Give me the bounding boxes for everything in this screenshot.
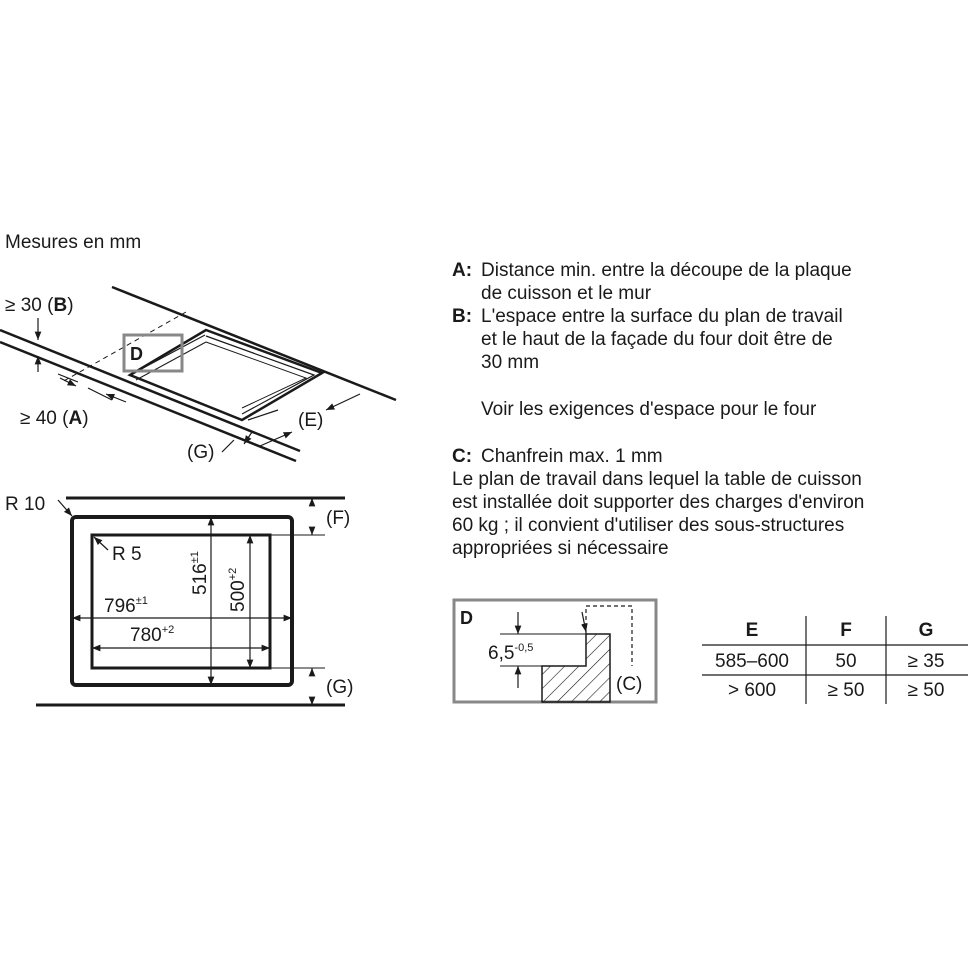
countertop-section — [542, 634, 610, 702]
dim-516: $516^{\pm 1}$ — [189, 551, 211, 595]
note-c-line3: est installée doit supporter des charges d'environ — [452, 492, 865, 513]
label-f: (F) — [326, 508, 351, 529]
label-g-top: (G) — [187, 442, 215, 463]
note-a-line1: Distance min. entre la découpe de la plaque — [481, 260, 852, 281]
table-cell: 585–600 — [715, 651, 789, 672]
cutout-plan-view — [5, 494, 353, 705]
label-r10: R 10 — [5, 494, 46, 515]
dim-796: $796^{\pm 1}$ — [104, 595, 148, 617]
note-c-line4: 60 kg ; il convient d'utiliser des sous-structures — [452, 515, 845, 536]
note-b-key: B: — [452, 306, 473, 327]
countertop-back-edge — [112, 287, 396, 400]
clearance-table — [702, 616, 968, 704]
table-cell: ≥ 50 — [827, 680, 865, 701]
countertop-front-edge-bottom — [0, 342, 296, 461]
detail-label-c: (C) — [616, 674, 643, 695]
note-b-line3: 30 mm — [481, 352, 540, 373]
page-title: Mesures en mm — [5, 232, 142, 253]
note-c-key: C: — [452, 446, 473, 467]
note-b-line1: L'espace entre la surface du plan de travail — [481, 306, 843, 327]
label-a: ≥ 40 (A) — [20, 408, 89, 429]
note-c-line1: Chanfrein max. 1 mm — [481, 446, 663, 467]
dim-780: $780^{+2}$ — [130, 624, 175, 646]
label-b: ≥ 30 (B) — [5, 295, 74, 316]
label-r5: R 5 — [112, 544, 142, 565]
detail-d-panel — [454, 600, 656, 702]
table-header-g: G — [918, 620, 934, 641]
table-cell: ≥ 35 — [907, 651, 945, 672]
note-a-key: A: — [452, 260, 473, 281]
detail-d-title: D — [460, 608, 473, 628]
detail-d-label: D — [130, 344, 143, 364]
table-cell: > 600 — [727, 680, 777, 701]
table-header-f: F — [840, 620, 852, 641]
detail-dim: $6,5^{-0,5}$ — [488, 642, 534, 664]
note-c-line2: Le plan de travail dans lequel la table de cuisson — [452, 469, 862, 490]
perspective-view — [0, 287, 396, 463]
table-cell: 50 — [835, 651, 857, 672]
notes-block — [452, 260, 864, 559]
label-g-cutout: (G) — [326, 677, 354, 698]
table-cell: ≥ 50 — [907, 680, 945, 701]
note-c-line5: appropriées si nécessaire — [452, 538, 669, 559]
dim-500: $500^{+2}$ — [227, 567, 249, 612]
note-b-line2: et le haut de la façade du four doit être de — [481, 329, 833, 350]
label-e: (E) — [298, 410, 324, 431]
table-header-e: E — [745, 620, 759, 641]
note-a-line2: de cuisson et le mur — [481, 283, 652, 304]
note-b-line4: Voir les exigences d'espace pour le four — [481, 399, 817, 420]
